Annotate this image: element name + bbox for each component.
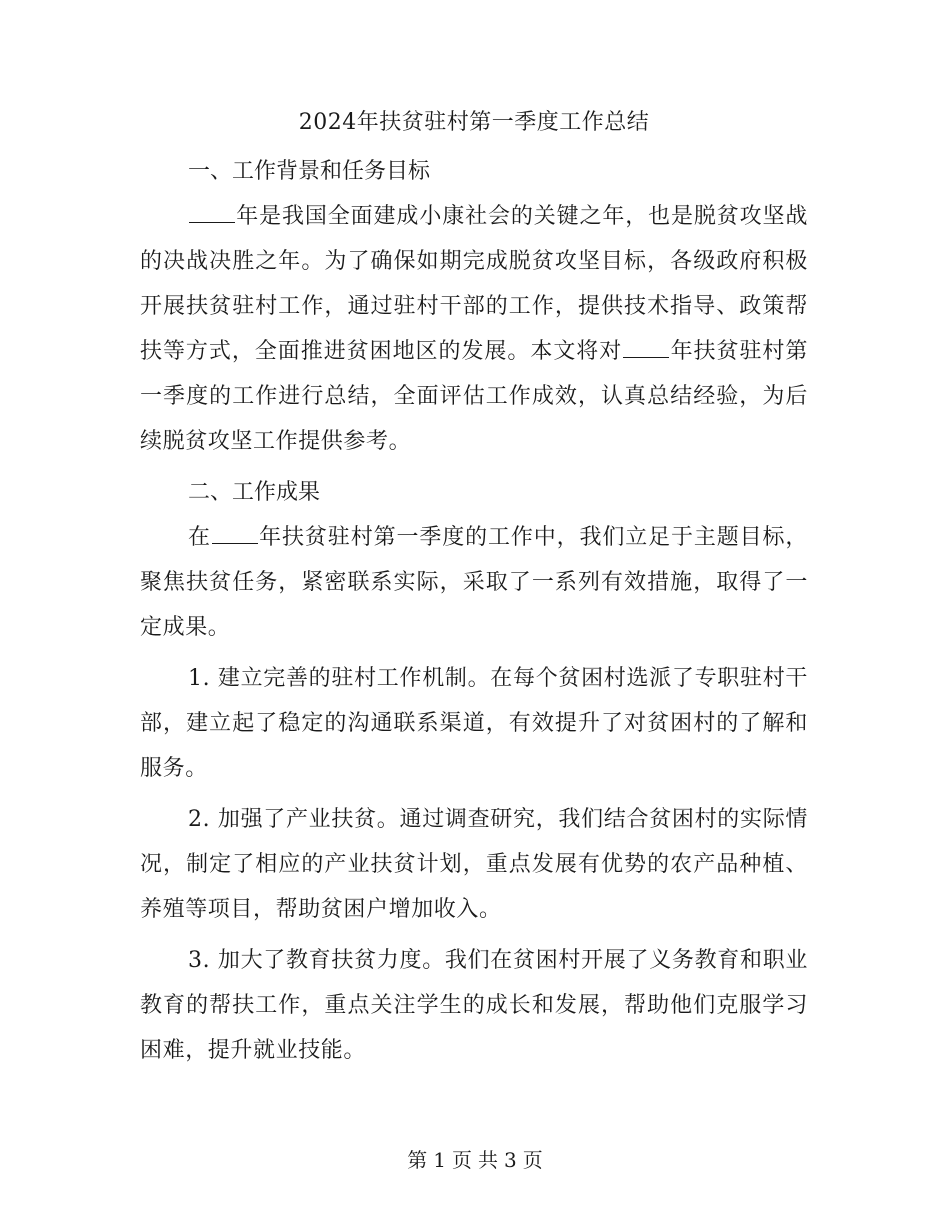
current-page-number: 1 (433, 1148, 446, 1172)
section-heading-background: 一、工作背景和任务目标 (188, 159, 431, 184)
list-item: 2. 加强了产业扶贫。通过调查研究，我们结合贫困村的实际情况，制定了相应的产业扶贫计划，重点发展有优势的农产品种植、养殖等项目，帮助贫困户增加收入。 (140, 807, 808, 922)
paragraph-text: 在 (188, 525, 211, 550)
paragraph-text: 年扶贫驻村第一季度的工作进行总结，全面评估工作成效，认真总结经验，为后续脱贫攻坚工作提供参考。 (140, 339, 808, 454)
footer-text: 第 (407, 1148, 428, 1172)
paragraph-text: 年扶贫驻村第一季度的工作中，我们立足于主题目标，聚焦扶贫任务，紧密联系实际，采取了一系列有效措施，取得了一定成果。 (140, 525, 808, 640)
fill-blank (189, 221, 235, 223)
paragraph-text: 年是我国全面建成小康社会的关键之年，也是脱贫攻坚战的决战决胜之年。为了确保如期完成脱贫攻坚目标，各级政府积极开展扶贫驻村工作，通过驻村干部的工作，提供技术指导、政策帮扶等方式，全面推进贫困地区的发展。本文将对 (140, 204, 808, 364)
footer-text: 页 (452, 1148, 472, 1172)
document-title: 2024年扶贫驻村第一季度工作总结 (298, 110, 650, 135)
paragraph-results-intro (140, 515, 808, 650)
document-body (140, 103, 808, 1079)
section-heading-results: 二、工作成果 (188, 480, 321, 505)
fill-blank (623, 356, 669, 358)
total-page-number: 3 (504, 1148, 517, 1172)
paragraph-background (140, 194, 808, 464)
footer-text: 页 (522, 1148, 543, 1172)
list-item: 1. 建立完善的驻村工作机制。在每个贫困村选派了专职驻村干部，建立起了稳定的沟通联系渠道，有效提升了对贫困村的了解和服务。 (140, 666, 808, 781)
fill-blank (212, 542, 258, 544)
page-footer (0, 1145, 950, 1175)
footer-text: 共 (478, 1148, 498, 1172)
list-item: 3. 加大了教育扶贫力度。我们在贫困村开展了义务教育和职业教育的帮扶工作，重点关注学生的成长和发展，帮助他们克服学习困难，提升就业技能。 (140, 948, 808, 1063)
